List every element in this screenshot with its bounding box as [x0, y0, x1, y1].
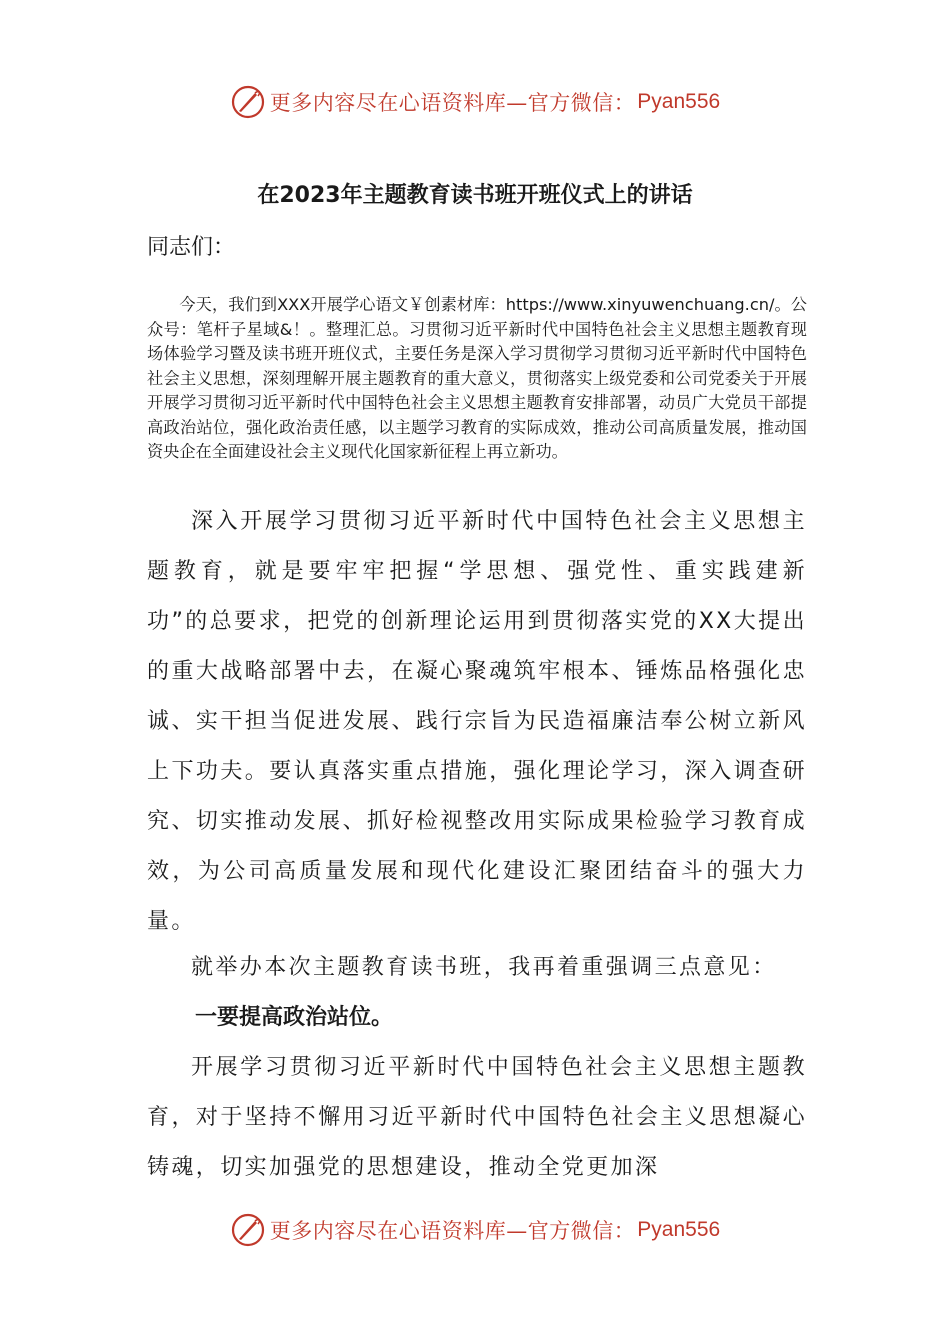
section-heading-1: 一要提高政治站位。: [195, 1005, 394, 1030]
wechat-id: Pyan556: [637, 90, 721, 113]
intro-paragraph: 今天，我们到XXX开展学心语文￥创素材库：https://www.xinyuwenchuang.cn/。公众号：笔杆子星域&！。整理汇总。习贯彻习近平新时代中国特色社会主义思想主题教育现场体验学习暨及读书班开班仪式，主要任务是深入学习贯彻学习贯彻习近平新时代中国特色社会主义思想，深刻理解开展主题教育的重大意义，贯彻落实上级党委和公司党委关于开展开展学习贯彻习近平新时代中国特色社会主义思想主题教育安排部署，动员广大党员干部提高政治站位，强化政治责任感，以主题学习教育的实际成效，推动公司高质量发展，推动国资央企在全面建设社会主义现代化国家新征程上再立新功。: [147, 295, 807, 461]
quill-logo-icon: [230, 1212, 266, 1248]
body-paragraph-1: 深入开展学习贯彻习近平新时代中国特色社会主义思想主题教育，就是要牢牢把握“学思想、强党性、重实践建新功”的总要求，把党的创新理论运用到贯彻落实党的XX大提出的重大战略部署中去，在凝心聚魂筑牢根本、锤炼品格强化忠诚、实干担当促进发展、践行宗旨为民造福廉洁奉公树立新风上下功夫。要认真落实重点措施，强化理论学习，深入调查研究、切实推动发展、抓好检视整改用实际成果检验学习教育成效，为公司高质量发展和现代化建设汇聚团结奋斗的强大力量。: [147, 509, 807, 934]
header-banner: [0, 82, 950, 122]
banner-text: 更多内容尽在心语资料库—官方微信：: [269, 91, 636, 115]
banner-text: 更多内容尽在心语资料库—官方微信：: [269, 1219, 636, 1243]
footer-banner: [0, 1210, 950, 1250]
body-paragraph-2: 就举办本次主题教育读书班，我再着重强调三点意见：: [191, 955, 777, 980]
body-paragraph-3: 开展学习贯彻习近平新时代中国特色社会主义思想主题教育，对于坚持不懈用习近平新时代中国特色社会主义思想凝心铸魂，切实加强党的思想建设，推动全党更加深: [147, 1055, 807, 1180]
quill-logo-icon: [230, 84, 266, 120]
greeting: 同志们：: [147, 235, 236, 260]
document-title: 在2023年主题教育读书班开班仪式上的讲话: [257, 183, 693, 208]
wechat-id: Pyan556: [637, 1218, 721, 1241]
